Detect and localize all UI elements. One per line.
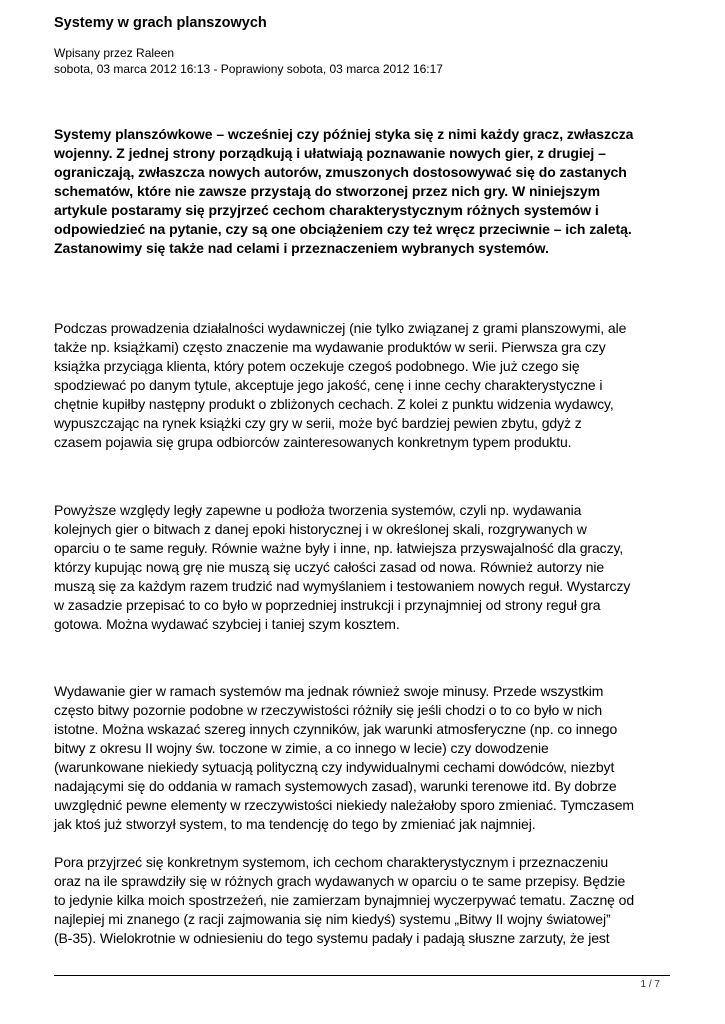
body-paragraph-2: Powyższe względy legły zapewne u podłoża tworzenia systemów, czyli np. wydawania kolejnych gier o bitwach z danej epoki historycznej i w określonej skali, rozgrywanych w oparciu o te same reguły. Równie ważne były i inne, np. łatwiejsza przyswajalność dla graczy, którzy kupując nową grę nie muszą się uczyć całości zasad od nowa. Również autorzy nie muszą się za każdym razem trudzić nad wymyślaniem i testowaniem nowych reguł. Wystarczy w zasadzie przepisać to co było w poprzedniej instrukcji i przynajmniej od strony reguł gra gotowa. Można wydawać szybciej i taniej szym kosztem.	[54, 502, 631, 632]
lead-paragraph: Systemy planszówkowe – wcześniej czy później styka się z nimi każdy gracz, zwłaszcza wojenny. Z jednej strony porządkują i ułatwiają poznawanie nowych gier, z drugiej – ograniczają, zwłaszcza nowych autorów, zmuszonych dostosowywać się do zastanych schematów, które nie zawsze przystają do stworzonej przez nich gry. W niniejszym artykule postaramy się przyjrzeć cechom charakterystycznym różnych systemów i odpowiedzieć na pytanie, czy są one obciążeniem czy też wręcz przeciwnie – ich zaletą. Zastanowimy się także nad celami i przeznaczeniem wybranych systemów.	[54, 126, 634, 256]
body-paragraph-4: Pora przyjrzeć się konkretnym systemom, ich cechom charakterystycznym i przeznaczeniu oraz na ile sprawdziły się w różnych grach wydawanych w oparciu o te same przepisy. Będzie to jedynie kilka moich spostrzeżeń, nie zamierzam bynajmniej wyczerpywać tematu. Zacznę od najlepiej mi znanego (z racji zajmowania się nim kiedyś) systemu „Bitwy II wojny światowej” (B-35). Wielokrotnie w odniesieniu do tego systemu padały i padają słuszne zarzuty, że jest	[54, 854, 635, 946]
footer-divider	[54, 975, 670, 976]
body-paragraph-1: Podczas prowadzenia działalności wydawniczej (nie tylko związanej z grami planszowymi, ale także np. książkami) często znaczenie ma wydawanie produktów w serii. Pierwsza gra czy książka przyciąga klienta, który potem oczekuje czegoś podobnego. Wie już czego się spodziewać po danym tytule, akceptuje jego jakość, cenę i inne cechy charakterystyczne i chętnie kupiłby następny produkt o zbliżonych cechach. Z kolei z punktu widzenia wydawcy, wypuszczając na rynek książki czy gry w serii, może być bardziej pewien zbytu, gdyż z czasem pojawia się grupa odbiorców zainteresowanych konkretnym typem produktu.	[54, 320, 627, 450]
author-line: Wpisany przez Raleen	[54, 46, 175, 60]
body-paragraph-3: Wydawanie gier w ramach systemów ma jednak również swoje minusy. Przede wszystkim często bitwy pozornie podobne w rzeczywistości różniły się jeśli chodzi o to co było w nich istotne. Można wskazać szereg innych czynników, jak warunki atmosferyczne (np. co innego bitwy z okresu II wojny św. toczone w zimie, a co innego w lecie) czy dowodzenie (warunkowane niekiedy sytuacją polityczną czy indywidualnymi cechami dowódców, niezbyt nadającymi się do oddania w ramach systemowych zasad), warunki terenowe itd. By dobrze uwzględnić pewne elementy w rzeczywistości niekiedy należałoby sporo zmieniać. Tymczasem jak ktoś już stworzył system, to ma tendencję do tego by zmieniać jak najmniej.	[54, 683, 634, 832]
page-number: 1 / 7	[640, 979, 660, 990]
article-meta	[54, 45, 443, 77]
article-title: Systemy w grach planszowych	[54, 15, 267, 31]
article-body	[54, 125, 674, 948]
date-line: sobota, 03 marca 2012 16:13 - Poprawiony sobota, 03 marca 2012 16:17	[54, 62, 443, 76]
